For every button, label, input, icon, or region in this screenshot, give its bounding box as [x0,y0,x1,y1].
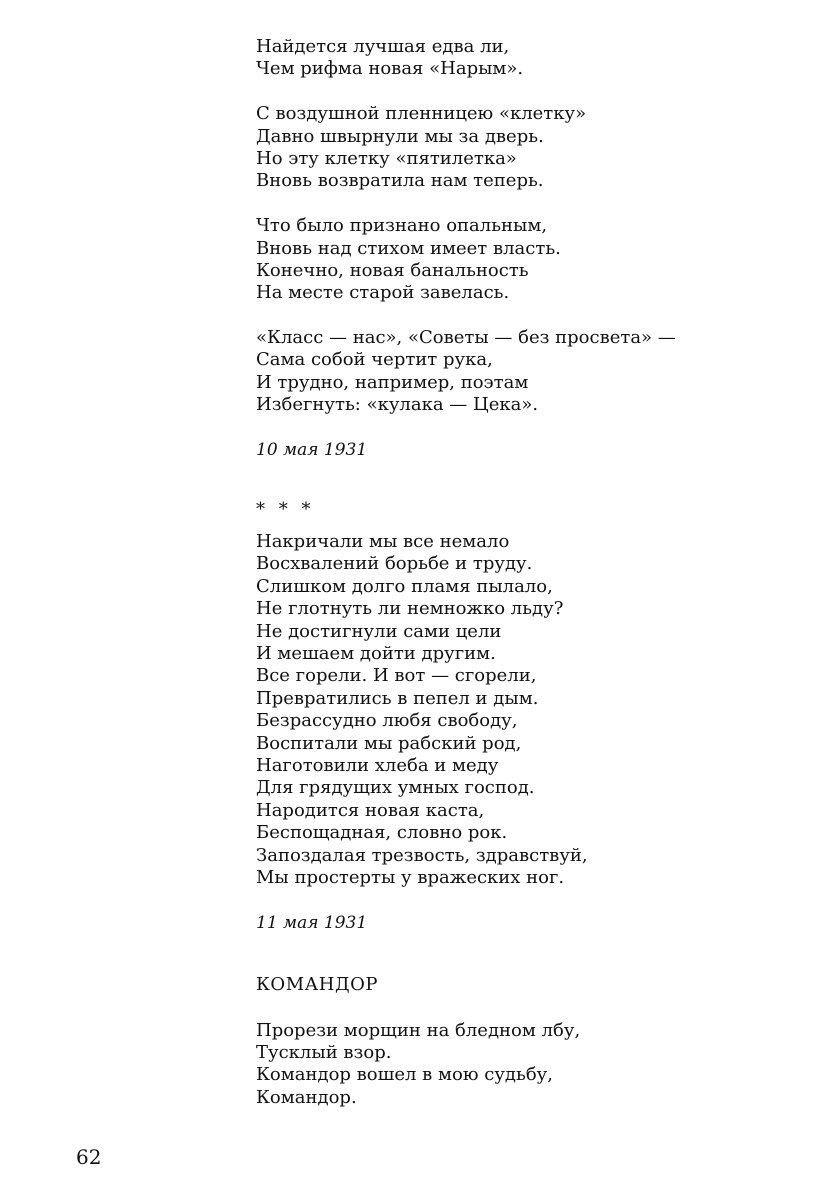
verse-line: И мешаем дойти другим. [256,642,496,664]
verse-line: Безрассудно любя свободу, [256,710,518,732]
verse-line: Вновь возвратила нам теперь. [256,170,544,192]
stanza [256,103,776,193]
verse-line: И трудно, например, поэтам [256,371,529,393]
verse-line: Давно швырнули мы за дверь. [256,125,544,147]
poem-title: КОМАНДОР [256,973,378,995]
verse-line: Наготовили хлеба и меду [256,754,499,776]
asterism-separator: * * * [256,499,315,521]
verse-line: Все горели. И вот — сгорели, [256,665,537,687]
verse-line: Командор вошел в мою судьбу, [256,1064,553,1086]
poem-2 [256,499,776,934]
poem-date: 10 мая 1931 [256,440,368,461]
verse-line: Слишком долго пламя пылало, [256,575,553,597]
verse-line: Не достигнули сами цели [256,620,502,642]
stanza [256,215,776,305]
verse-line: Конечно, новая банальность [256,259,529,281]
verse-line: Прорези морщин на бледном лбу, [256,1019,581,1041]
verse-line: Восхвалений борьбе и труду. [256,553,533,575]
verse-line: Накричали мы все немало [256,531,510,553]
stanza [256,36,776,81]
verse-line: Народится новая каста, [256,799,485,821]
verse-line: «Класс — нас», «Советы — без просвета» — [256,327,676,349]
verse-line: Беспощадная, словно рок. [256,822,508,844]
page-number: 62 [76,1145,102,1169]
verse-line: Запоздалая трезвость, здравствуй, [256,844,588,866]
verse-line: Тусклый взор. [256,1042,392,1064]
poem-date: 11 мая 1931 [256,912,368,933]
text-column [256,36,776,1132]
stanza [256,531,776,889]
verse-line: На месте старой завелась. [256,282,510,304]
verse-line: Воспитали мы рабский род, [256,732,522,754]
verse-line: Избегнуть: «кулака — Цека». [256,394,539,416]
stanza [256,327,776,417]
verse-line: Но эту клетку «пятилетка» [256,147,517,169]
stanza [256,1020,776,1110]
verse-line: Вновь над стихом имеет власть. [256,237,561,259]
verse-line: Не глотнуть ли немножко льду? [256,598,564,620]
verse-line: Найдется лучшая едва ли, [256,36,510,57]
verse-line: Чем рифма новая «Нарым». [256,58,524,80]
verse-line: С воздушной пленницею «клетку» [256,103,587,125]
poem-3 [256,974,776,1110]
verse-line: Для грядущих умных господ. [256,777,535,799]
verse-line: Превратились в пепел и дым. [256,687,539,709]
poem-1 [256,36,776,461]
verse-line: Мы простерты у вражеских ног. [256,866,565,888]
verse-line: Командор. [256,1086,357,1108]
verse-line: Сама собой чертит рука, [256,349,493,371]
verse-line: Что было признано опальным, [256,215,548,237]
